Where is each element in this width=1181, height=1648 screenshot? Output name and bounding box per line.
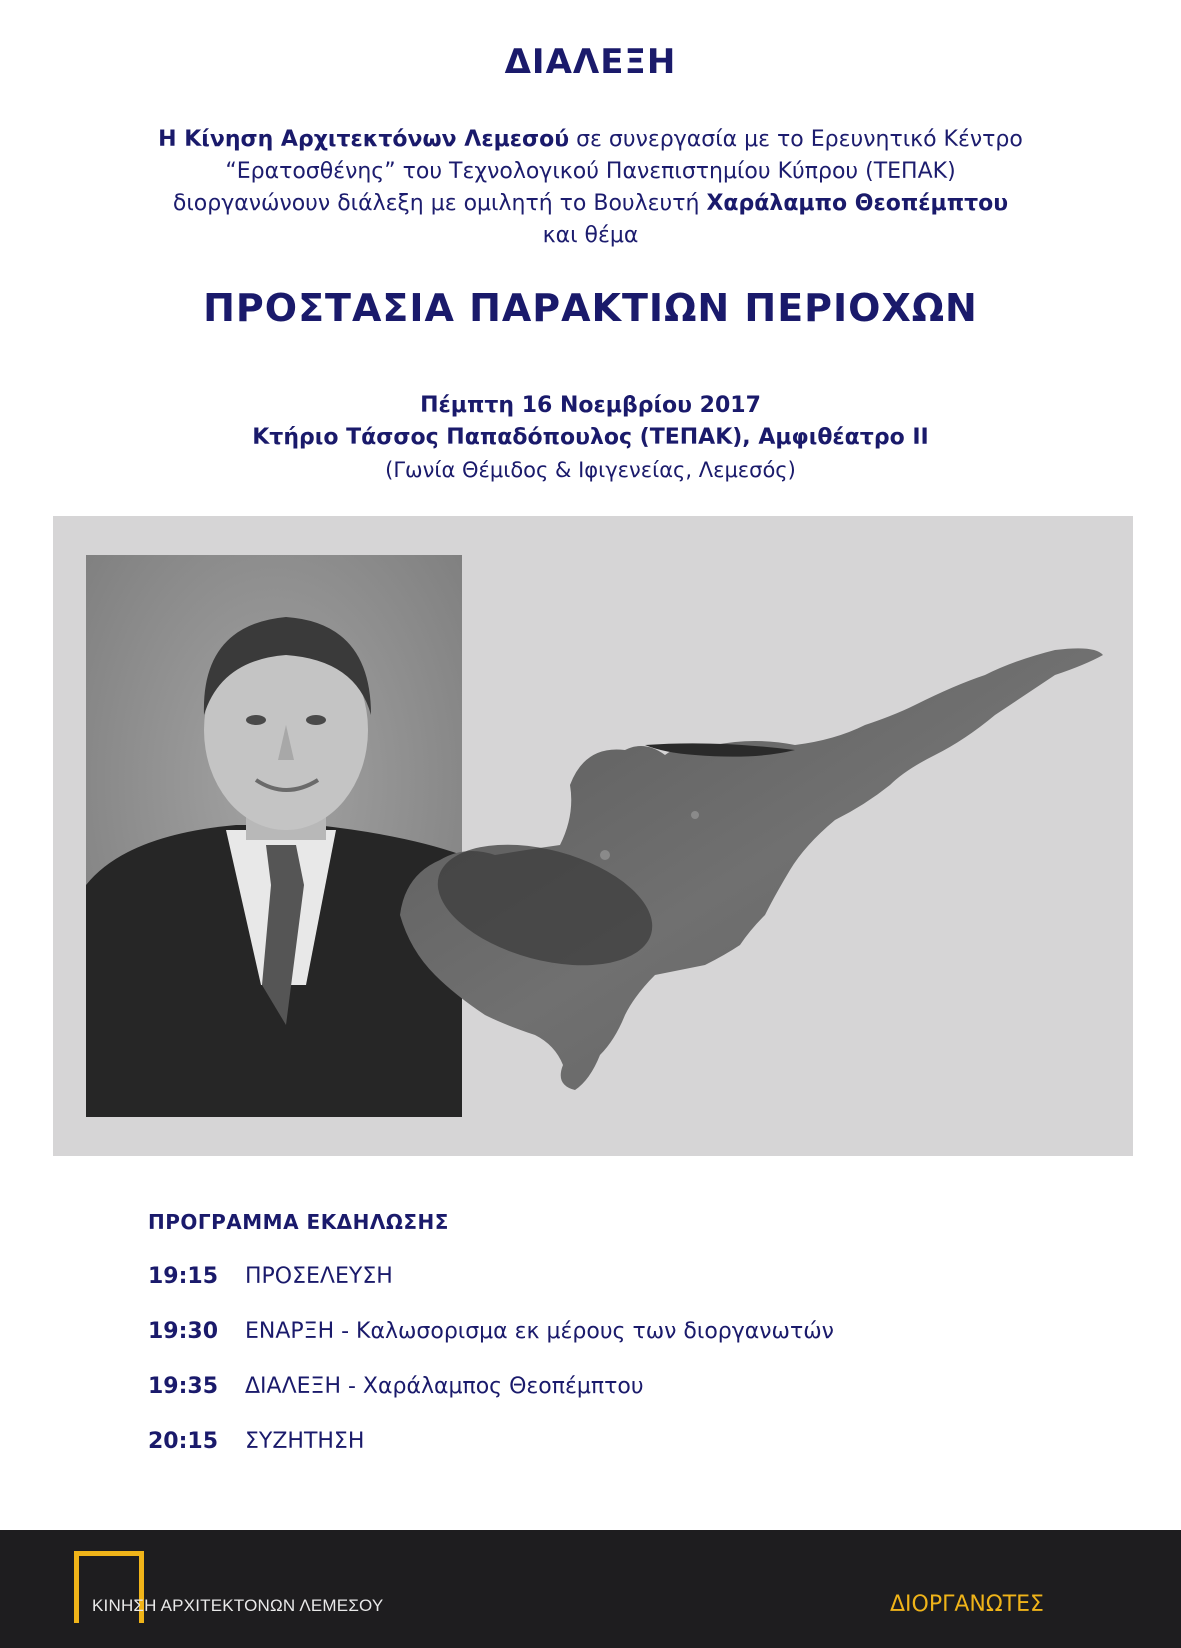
intro-line-4: και θέμα [542, 223, 639, 248]
topic-title: ΠΡΟΣΤΑΣΙΑ ΠΑΡΑΚΤΙΩΝ ΠΕΡΙΟΧΩΝ [203, 286, 978, 330]
program-time: 19:30 [148, 1319, 219, 1344]
cyprus-map [395, 645, 1110, 1095]
program-item [148, 1319, 1048, 1374]
program-time: 19:15 [148, 1264, 219, 1289]
org-name: Η Κίνηση Αρχιτεκτόνων Λεμεσού [158, 127, 570, 152]
intro-line-3: διοργανώνουν διάλεξη με ομιλητή το Βουλευτή [172, 191, 707, 216]
page-title: ΔΙΑΛΕΞΗ [504, 42, 677, 82]
logo-text: ΚΙΝΗΣΗ ΑΡΧΙΤΕΚΤΟΝΩΝ ΛΕΜΕΣΟΥ [92, 1596, 384, 1615]
program-item [148, 1429, 1048, 1484]
program-time: 19:35 [148, 1374, 219, 1399]
event-info [0, 390, 1181, 486]
event-address: (Γωνία Θέμιδος & Ιφιγενείας, Λεμεσός) [385, 458, 796, 482]
program-item [148, 1264, 1048, 1319]
speaker-name: Χαράλαμπο Θεοπέμπτου [706, 191, 1009, 216]
intro-text [60, 124, 1121, 252]
program-label: ΔΙΑΛΕΞΗ - Χαράλαμπος Θεοπέμπτου [245, 1374, 644, 1399]
program-time: 20:15 [148, 1429, 219, 1454]
program-section [148, 1210, 1048, 1484]
logo-corner [74, 1618, 79, 1623]
intro-line-2: “Ερατοσθένης” του Τεχνολογικού Πανεπιστημίου Κύπρου (ΤΕΠΑΚ) [225, 159, 956, 184]
program-label: ΠΡΟΣΕΛΕΥΣΗ [245, 1264, 393, 1289]
program-label: ΣΥΖΗΤΗΣΗ [245, 1429, 365, 1454]
organizers-label: ΔΙΟΡΓΑΝΩΤΕΣ [890, 1592, 1044, 1617]
program-heading: ΠΡΟΓΡΑΜΜΑ ΕΚΔΗΛΩΣΗΣ [148, 1210, 449, 1234]
event-venue: Κτήριο Τάσσος Παπαδόπουλος (ΤΕΠΑΚ), Αμφιθέατρο ΙΙ [252, 425, 929, 450]
footer-bar [0, 1530, 1181, 1648]
intro-line-1: σε συνεργασία με το Ερευνητικό Κέντρο [569, 127, 1023, 152]
event-date: Πέμπτη 16 Νοεμβρίου 2017 [420, 393, 761, 418]
program-item [148, 1374, 1048, 1429]
program-label: ΕΝΑΡΞΗ - Καλωσορισμα εκ μέρους των διοργανωτών [245, 1319, 834, 1344]
